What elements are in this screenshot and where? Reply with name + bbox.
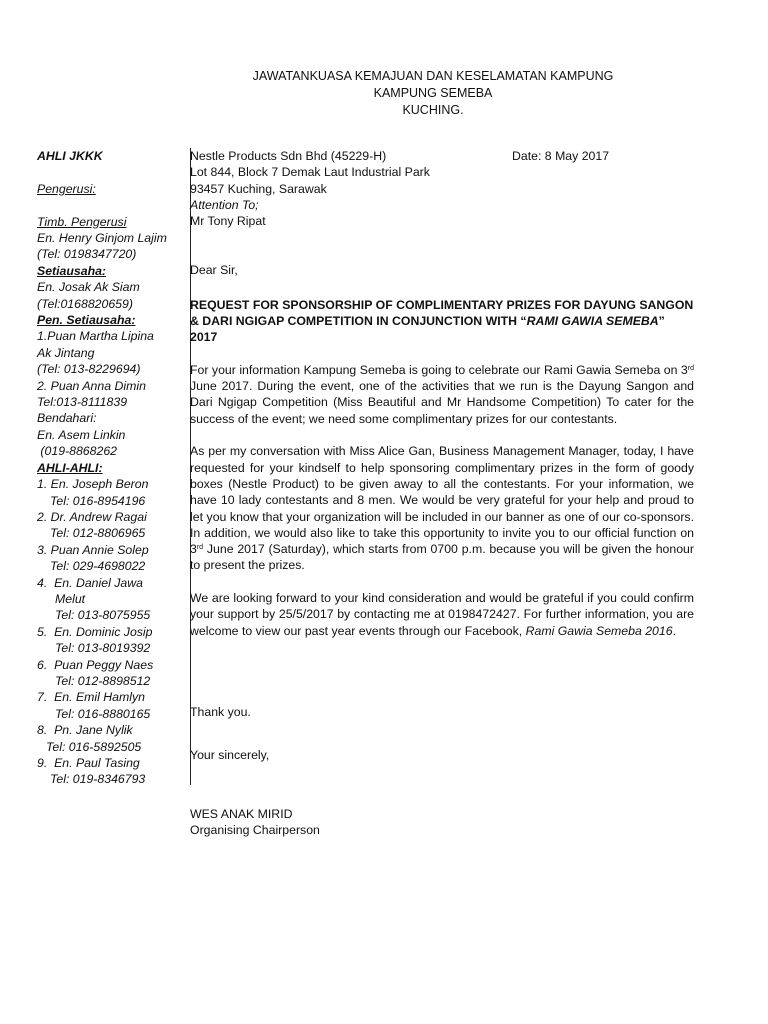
pen-setiausaha-heading: Pen. Setiausaha: bbox=[37, 313, 136, 328]
signer-title: Organising Chairperson bbox=[190, 822, 320, 837]
timb-pengerusi-heading: Timb. Pengerusi bbox=[37, 214, 127, 229]
member-8-name: 8. Pn. Jane Nylik bbox=[37, 723, 133, 738]
pen-setiausaha-2-tel: Tel:013-8111839 bbox=[37, 395, 128, 410]
paragraph-3: We are looking forward to your kind consideration and would be grateful if you could confirm your support by 25/5/2017 by contacting me at 0198472427. For further information, you are welcome to view our past year events through our Facebook, Rami Gawia Semeba 2016. bbox=[190, 591, 694, 638]
letter-body bbox=[190, 148, 694, 838]
member-6-tel: Tel: 012-8898512 bbox=[55, 673, 151, 688]
member-2-name: 2. Dr. Andrew Ragai bbox=[37, 509, 147, 524]
ahli-heading: AHLI-AHLI: bbox=[37, 460, 103, 475]
pen-setiausaha-1-name: 1.Puan Martha Lipina bbox=[37, 329, 154, 344]
pengerusi-heading: Pengerusi: bbox=[37, 181, 96, 196]
paragraph-2: As per my conversation with Miss Alice Gan, Business Management Manager, today, I have requested for your kindself to help sponsoring complimentary prizes in the form of goody boxes (Nestle Product) to be given away to all the contestants. For your information, we have 10 lady contestants and 8 men. We would be very grateful for your help and proud to let you know that your organization will be included in our banner as one of our co-sponsors. In addition, we would also like to take this opportunity to invite you to our official function on 3rd June 2017 (Saturday), which starts from 0700 p.m. because you will be given the honour to present the prizes. bbox=[190, 444, 694, 573]
letter-date: Date: 8 May 2017 bbox=[512, 149, 610, 163]
bendahari-heading: Bendahari: bbox=[37, 411, 97, 426]
setiausaha-tel: (Tel:0168820659) bbox=[37, 296, 133, 311]
letterhead-city: KUCHING. bbox=[402, 103, 464, 117]
sidebar-title: AHLI JKKK bbox=[37, 149, 103, 163]
member-9-tel: Tel: 019-8346793 bbox=[50, 772, 146, 787]
committee-sidebar bbox=[37, 148, 187, 788]
recipient-address-line2: 93457 Kuching, Sarawak bbox=[190, 181, 327, 196]
bendahari-name: En. Asem Linkin bbox=[37, 427, 126, 442]
timb-pengerusi-tel: (Tel: 0198347720) bbox=[37, 247, 137, 262]
member-4-tel: Tel: 013-8075955 bbox=[55, 608, 151, 623]
closing-line: Your sincerely, bbox=[190, 747, 270, 762]
member-7-tel: Tel: 016-8880165 bbox=[55, 706, 151, 721]
timb-pengerusi-name: En. Henry Ginjom Lajim bbox=[37, 231, 167, 245]
member-6-name: 6. Puan Peggy Naes bbox=[37, 657, 154, 672]
member-8-tel: Tel: 016-5892505 bbox=[46, 739, 142, 754]
attention-name: Mr Tony Ripat bbox=[190, 214, 266, 229]
recipient-row bbox=[190, 148, 694, 164]
salutation: Dear Sir, bbox=[190, 263, 238, 278]
member-2-tel: Tel: 012-8806965 bbox=[50, 526, 146, 541]
subject-event-name: RAMI GAWIA SEMEBA bbox=[526, 313, 659, 328]
pen-setiausaha-1-name-cont: Ak Jintang bbox=[37, 345, 95, 360]
member-1-name: 1. En. Joseph Beron bbox=[37, 477, 149, 492]
member-5-name: 5. En. Dominic Josip bbox=[37, 624, 153, 639]
letterhead-village: KAMPUNG SEMEBA bbox=[373, 86, 493, 100]
signer-name: WES ANAK MIRID bbox=[190, 806, 293, 821]
member-9-name: 9. En. Paul Tasing bbox=[37, 756, 140, 770]
attention-label: Attention To; bbox=[190, 197, 259, 212]
letterhead-organization: JAWATANKUASA KEMAJUAN DAN KESELAMATAN KAMPUNG bbox=[252, 69, 614, 83]
subject-line: REQUEST FOR SPONSORSHIP OF COMPLIMENTARY PRIZES FOR DAYUNG SANGON & DARI NGIGAP COMPETITION IN CONJUNCTION WITH “RAMI GAWIA SEMEBA” 2017 bbox=[190, 297, 694, 345]
recipient-company: Nestle Products Sdn Bhd (45229-H) bbox=[190, 149, 387, 163]
member-3-name: 3. Puan Annie Solep bbox=[37, 542, 149, 557]
pen-setiausaha-1-tel: (Tel: 013-8229694) bbox=[37, 362, 141, 377]
pen-setiausaha-2-name: 2. Puan Anna Dimin bbox=[37, 378, 146, 393]
bendahari-tel: (019-8868262 bbox=[37, 444, 117, 459]
member-7-name: 7. En. Emil Hamlyn bbox=[37, 690, 145, 705]
setiausaha-heading: Setiausaha: bbox=[37, 263, 107, 278]
member-5-tel: Tel: 013-8019392 bbox=[55, 641, 151, 656]
member-4-name: 4. En. Daniel Jawa bbox=[37, 575, 143, 590]
setiausaha-name: En. Josak Ak Siam bbox=[37, 280, 140, 295]
member-3-tel: Tel: 029-4698022 bbox=[50, 559, 146, 574]
thanks-line: Thank you. bbox=[190, 705, 251, 720]
member-1-tel: Tel: 016-8954196 bbox=[50, 493, 146, 508]
letterhead bbox=[0, 68, 768, 119]
facebook-page-name: Rami Gawia Semeba 2016 bbox=[525, 623, 673, 638]
paragraph-1: For your information Kampung Semeba is going to celebrate our Rami Gawia Semeba on 3rd June 2017. During the event, one of the activities that we run is the Dayung Sangon and Dari Ngigap Competition (Miss Beautiful and Mr Handsome Competition) To cater for the success of the event; we need some complimentary prizes for our contestants. bbox=[190, 362, 694, 426]
recipient-address-line1: Lot 844, Block 7 Demak Laut Industrial Park bbox=[190, 165, 430, 180]
member-4-name-cont: Melut bbox=[55, 591, 86, 606]
